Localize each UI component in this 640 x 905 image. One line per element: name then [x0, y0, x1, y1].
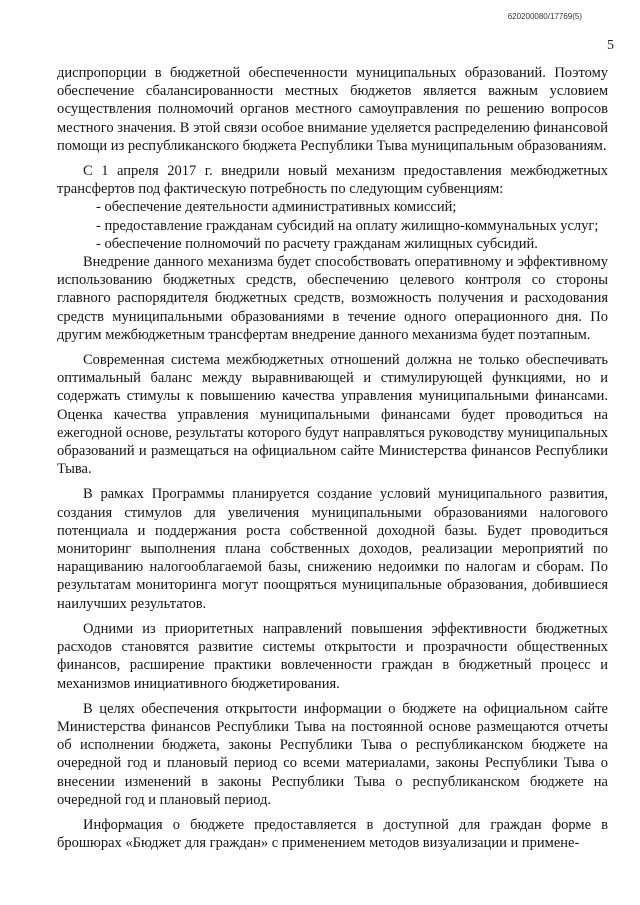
- list-item: - обеспечение деятельности административных комиссий;: [96, 199, 457, 216]
- list-item: - предоставление гражданам субсидий на оплату жилищно-коммунальных услуг;: [96, 217, 599, 234]
- paragraph: Внедрение данного механизма будет способствовать оперативному и эффективному использованию бюджетных средств, обеспечению целевого контроля со стороны главного распорядителя бюджетных средств, возможность получения и расходования средств муниципальными образованиями в течение одного операционного дня. По другим межбюджетным трансфертам внедрение данного механизма будет поэтапным.: [57, 254, 608, 343]
- paragraph: диспропорции в бюджетной обеспеченности муниципальных образований. Поэтому обеспечение сбалансированности местных бюджетов является важным условием осуществления полномочий органов местного самоуправления по решению вопросов местного значения. В этой связи особое внимание уделяется распределению финансовой помощи из республиканского бюджета Республики Тыва муниципальным образованиям.: [57, 65, 608, 154]
- paragraph: В целях обеспечения открытости информации о бюджете на официальном сайте Министерства финансов Республики Тыва на постоянной основе размещаются отчеты об исполнении бюджета, законы Республики Тыва о республиканском бюджете на очередной год и плановый период со всеми материалами, законы Республики Тыва о внесении изменений в законы Республики Тыва о республиканском бюджете на очередной год и плановый период.: [57, 700, 608, 808]
- body-text: [57, 64, 608, 852]
- paragraph: С 1 апреля 2017 г. внедрили новый механизм предоставления межбюджетных трансфертов под фактическую потребность по следующим субвенциям:: [57, 163, 608, 198]
- page-number: 5: [607, 38, 614, 53]
- list-item: - обеспечение полномочий по расчету гражданам жилищных субсидий.: [96, 235, 538, 252]
- paragraph: Одними из приоритетных направлений повышения эффективности бюджетных расходов становятся развитие системы открытости и прозрачности общественных финансов, расширение практики вовлеченности граждан в бюджетный процесс и механизмов инициативного бюджетирования.: [57, 620, 608, 692]
- paragraph: Современная система межбюджетных отношений должна не только обеспечивать оптимальный баланс между выравнивающей и стимулирующей функциями, но и содержать стимулы к повышению качества управления муниципальными финансами. Оценка качества управления муниципальными финансами будет проводиться на ежегодной основе, результаты которого будут направляться руководству муниципальных образований и размещаться на официальном сайте Министерства финансов Республики Тыва.: [57, 352, 608, 478]
- paragraph: В рамках Программы планируется создание условий муниципального развития, создания стимулов для увеличения муниципальными образованиями налогового потенциала и поддержания роста собственной доходной базы. Будет проводиться мониторинг выполнения плана собственных доходов, реализации мероприятий по наращиванию налогооблагаемой базы, снижению недоимки по налогам и сборам. По результатам мониторинга могут поощряться муниципальные образования, добившиеся наилучших результатов.: [57, 486, 608, 612]
- document-code: 620200080/17769(5): [507, 12, 582, 21]
- paragraph: Информация о бюджете предоставляется в доступной для граждан форме в брошюрах «Бюджет для граждан» с применением методов визуализации и примене-: [57, 816, 608, 852]
